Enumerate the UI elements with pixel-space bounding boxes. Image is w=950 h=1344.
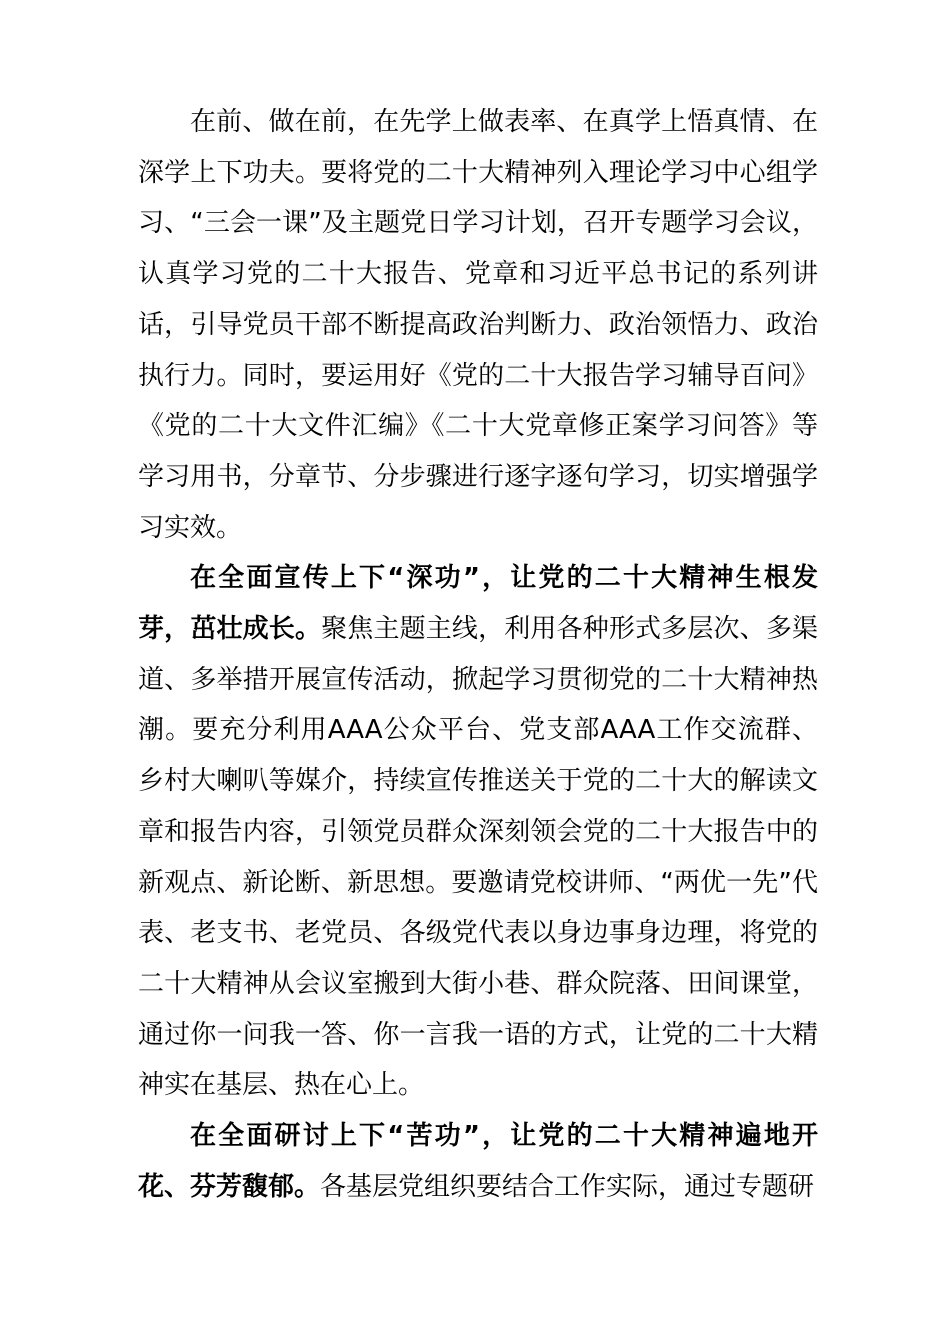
paragraph-discussion (138, 1111, 818, 1212)
paragraph-publicity (138, 553, 818, 1111)
paragraph-study (138, 97, 818, 553)
document-page (138, 97, 818, 1212)
paragraph-text: 各基层党组织要结合工作实际，通过专题研 (320, 1171, 815, 1202)
paragraph-lead: 在全面研讨上下“苦功”，让党的二十大精神遍地开花、芬芳馥郁。 (138, 1121, 818, 1202)
paragraph-lead: 在全面宣传上下“深功”，让党的二十大精神生根发芽，茁壮成长。 (138, 563, 818, 645)
paragraph-text: 在前、做在前，在先学上做表率、在真学上悟真情、在深学上下功夫。要将党的二十大精神列入理论学习中心组学习、“三会一课”及主题党日学习计划，召开专题学习会议，认真学习党的二十大报告、党章和习近平总书记的系列讲话，引导党员干部不断提高政治判断力、政治领悟力、政治执行力。同时，要运用好《党的二十大报告学习辅导百问》《党的二十大文件汇编》《二十大党章修正案学习问答》等学习用书，分章节、分步骤进行逐字逐句学习，切实增强学习实效。 (138, 107, 818, 543)
paragraph-text: 聚焦主题主线，利用各种形式多层次、多渠道、多举措开展宣传活动，掀起学习贯彻党的二十大精神热潮。要充分利用AAA公众平台、党支部AAA工作交流群、乡村大喇叭等媒介，持续宣传推送关于党的二十大的解读文章和报告内容，引领党员群众深刻领会党的二十大报告中的新观点、新论断、新思想。要邀请党校讲师、“两优一先”代表、老支书、老党员、各级党代表以身边事身边理，将党的二十大精神从会议室搬到大街小巷、群众院落、田间课堂，通过你一问我一答、你一言我一语的方式，让党的二十大精神实在基层、热在心上。 (138, 614, 818, 1101)
